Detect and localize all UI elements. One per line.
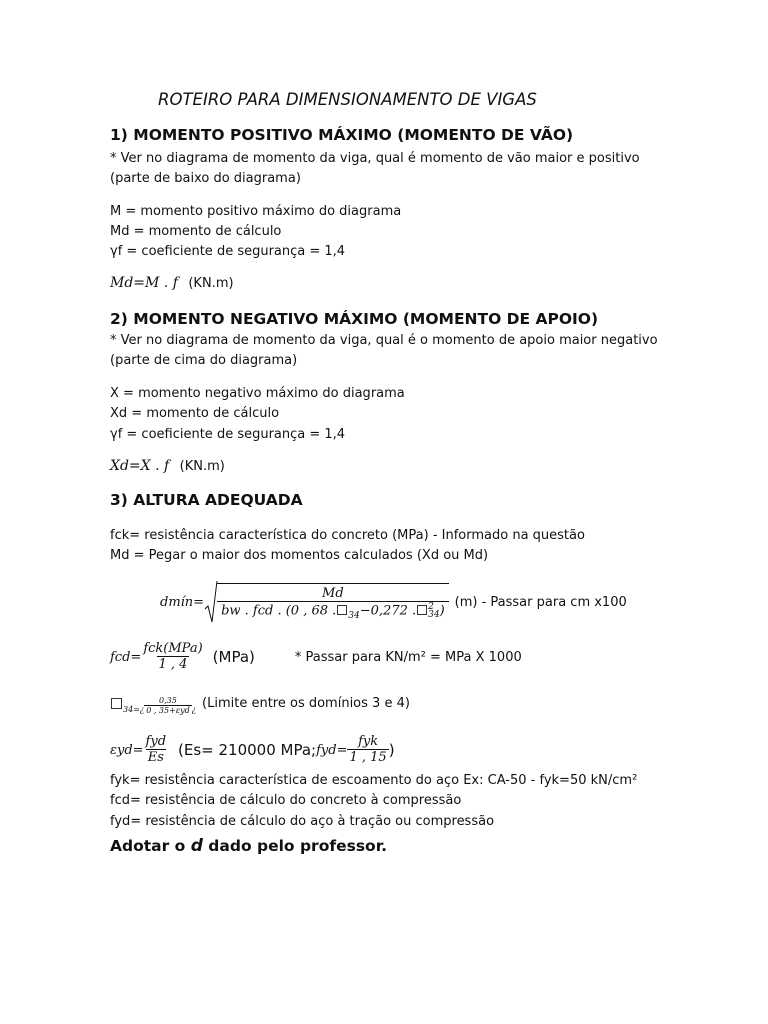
fcd-note: * Passar para KN/m² = MPa X 1000 xyxy=(294,649,522,665)
section-2-heading: 2) MOMENTO NEGATIVO MÁXIMO (MOMENTO DE APOIO) xyxy=(110,310,599,328)
formula-unit: (KN.m) xyxy=(179,459,225,474)
section-2-definition-xd: Xd = momento de cálculo xyxy=(110,406,280,421)
eyd-denominator: Es xyxy=(147,750,164,765)
final-instruction-part-b: dado pelo professor. xyxy=(208,837,388,855)
placeholder-box-icon xyxy=(111,698,122,709)
dmin-lhs: dmín= xyxy=(160,594,205,610)
eyd-numerator: fyd xyxy=(145,734,167,750)
dmin-radicand xyxy=(217,583,449,621)
section-3-definition-fyk: fyk= resistência característica de escoamento do aço Ex: CA-50 - fyk=50 kN/cm² xyxy=(110,773,638,788)
square-root-icon xyxy=(204,579,218,625)
section-3-definition-fyd: fyd= resistência de cálculo do aço à tração ou compressão xyxy=(110,814,495,829)
section-2-note-line-1: * Ver no diagrama de momento da viga, qual é o momento de apoio maior negativo xyxy=(110,333,658,348)
section-2-note-line-2: (parte de cima do diagrama) xyxy=(110,353,298,368)
page-title: ROTEIRO PARA DIMENSIONAMENTO DE VIGAS xyxy=(158,90,537,109)
dmin-den-sub-2: 34 xyxy=(428,610,440,620)
limit-denominator: 0 , 35+εyd xyxy=(146,706,190,715)
section-1-formula xyxy=(110,275,234,291)
dmin-den-part-d: ) xyxy=(439,603,445,619)
section-1-note-line-2: (parte de baixo do diagrama) xyxy=(110,171,301,186)
formula-unit: (KN.m) xyxy=(188,276,234,291)
formula-md: Md=M . f xyxy=(110,275,178,291)
formula-xd: Xd=X . f xyxy=(110,458,170,474)
fcd-numerator: fck(MPa) xyxy=(143,641,203,657)
dmin-den-sup: 2 xyxy=(428,601,434,612)
fyd-fraction xyxy=(347,735,388,764)
section-3-heading: 3) ALTURA ADEQUADA xyxy=(110,491,303,509)
final-instruction xyxy=(110,836,387,856)
section-2-formula xyxy=(110,458,225,474)
section-1-heading: 1) MOMENTO POSITIVO MÁXIMO (MOMENTO DE VÃO) xyxy=(110,126,574,144)
placeholder-box-icon xyxy=(337,605,347,615)
limit-numerator: 0,35 xyxy=(159,695,177,705)
fcd-unit: (MPa) xyxy=(212,648,255,666)
limit-formula xyxy=(110,686,410,720)
dmin-den-part-a: bw . fcd . (0 , 68 . xyxy=(221,603,337,619)
dmin-den-scripts xyxy=(428,603,439,619)
section-3-definition-fcd: fcd= resistência de cálculo do concreto à compressão xyxy=(110,793,462,808)
formula-close-paren: ) xyxy=(388,741,395,759)
section-3-definition-md: Md = Pegar o maior dos momentos calculados (Xd ou Md) xyxy=(110,548,489,563)
final-instruction-d: d xyxy=(190,836,203,856)
eyd-fraction xyxy=(144,735,168,764)
section-2-definition-x: X = momento negativo máximo do diagrama xyxy=(110,386,405,401)
fyd-denominator: 1 , 15 xyxy=(349,750,387,765)
limit-fraction xyxy=(144,697,192,716)
placeholder-box-icon xyxy=(417,605,427,615)
section-1-note-line-1: * Ver no diagrama de momento da viga, qual é momento de vão maior e positivo xyxy=(110,151,640,166)
eyd-formula xyxy=(110,730,395,770)
eyd-lhs: εyd= xyxy=(110,742,144,758)
dmin-numerator: Md xyxy=(322,585,344,601)
dmin-note: (m) - Passar para cm x100 xyxy=(454,594,627,610)
section-1-definition-md: Md = momento de cálculo xyxy=(110,224,282,239)
fyd-numerator: fyk xyxy=(358,734,379,750)
limit-note: (Limite entre os domínios 3 e 4) xyxy=(202,695,410,711)
limit-eq: =¿ xyxy=(133,704,145,714)
section-1-definition-gamma: γf = coeficiente de segurança = 1,4 xyxy=(110,244,346,259)
limit-end: ¿ xyxy=(191,704,197,714)
es-text: (Es= 210000 MPa; xyxy=(178,741,317,759)
fcd-formula xyxy=(110,637,522,677)
dmin-den-sub: 34 xyxy=(348,611,360,622)
dmin-formula xyxy=(160,578,627,626)
fcd-lhs: fcd= xyxy=(110,649,142,665)
fyd-lhs: fyd= xyxy=(316,742,348,758)
section-3-definition-fck: fck= resistência característica do concreto (MPa) - Informado na questão xyxy=(110,528,585,543)
limit-sub: 34 xyxy=(123,704,134,714)
fcd-denominator: 1 , 4 xyxy=(158,657,188,672)
dmin-denominator xyxy=(217,601,449,621)
fcd-fraction xyxy=(141,642,204,671)
section-2-definition-gamma: γf = coeficiente de segurança = 1,4 xyxy=(110,427,346,442)
final-instruction-part-a: Adotar o xyxy=(110,837,186,855)
section-1-definition-m: M = momento positivo máximo do diagrama xyxy=(110,204,402,219)
dmin-den-part-c: −0,272 . xyxy=(359,603,417,619)
